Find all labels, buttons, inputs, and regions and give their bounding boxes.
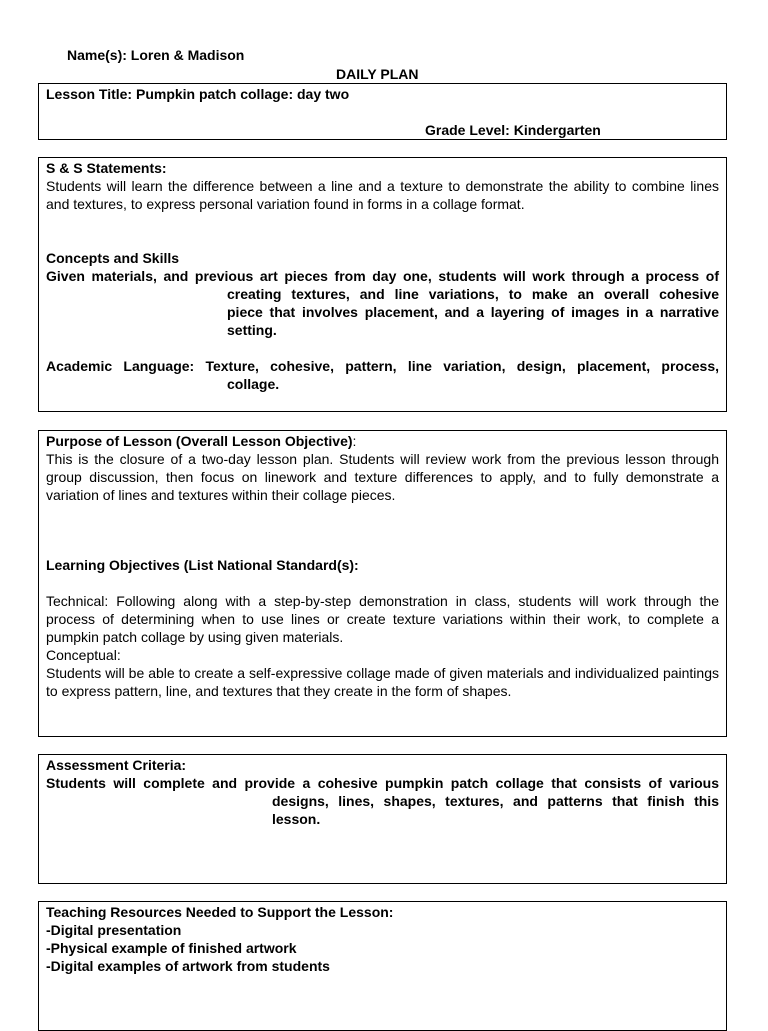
resource-item: -Physical example of finished artwork: [46, 940, 297, 956]
assessment-heading: Assessment Criteria:: [46, 757, 187, 773]
assessment-text: [46, 774, 719, 828]
technical-objective: Technical: Following along with a step-by-step demonstration in class, students will work through the process of determining when to use lines or create texture variations within their work, to complete a pumpkin patch collage by using given materials.: [46, 593, 719, 645]
academic-language: [46, 357, 719, 393]
purpose-text: This is the closure of a two-day lesson plan. Students will review work from the previous lesson through group discussion, then focus on linework and texture differences to apply, and to fully demonstrate a variation of lines and textures within their collage pieces.: [46, 451, 719, 503]
purpose-heading-colon: :: [352, 433, 357, 449]
concepts-line: setting.: [227, 322, 277, 338]
assessment-line: lesson.: [272, 811, 321, 827]
names-line: Name(s): Loren & Madison: [67, 47, 245, 63]
concepts-line: Given materials, and previous art pieces from day one, students will work through a process of: [46, 268, 719, 284]
assessment-box: [38, 754, 727, 884]
concepts-heading: Concepts and Skills: [46, 250, 180, 266]
conceptual-objective: Students will be able to create a self-expressive collage made of given materials and individualized paintings to express pattern, line, and textures that they create in the form of shapes.: [46, 665, 719, 699]
document-title: DAILY PLAN: [336, 66, 419, 82]
lesson-title-box: [38, 83, 727, 140]
ss-statements-box: [38, 157, 727, 412]
resource-item: -Digital examples of artwork from students: [46, 958, 330, 974]
ss-text: Students will learn the difference between a line and a texture to demonstrate the ability to combine lines and textures, to express personal variation found in forms in a collage format.: [46, 178, 719, 212]
ss-heading: S & S Statements:: [46, 160, 167, 176]
academic-line: Academic Language: Texture, cohesive, pattern, line variation, design, placement, process,: [46, 358, 719, 374]
assessment-line: designs, lines, shapes, textures, and patterns that finish this: [272, 793, 719, 809]
grade-level: Grade Level: Kindergarten: [425, 122, 601, 138]
assessment-line: Students will complete and provide a cohesive pumpkin patch collage that consists of various: [46, 775, 719, 791]
purpose-heading-line: [46, 432, 719, 450]
lesson-title: Lesson Title: Pumpkin patch collage: day two: [46, 86, 350, 102]
purpose-heading: Purpose of Lesson (Overall Lesson Objective): [46, 433, 353, 449]
resources-heading: Teaching Resources Needed to Support the Lesson:: [46, 904, 394, 920]
purpose-box: [38, 430, 727, 737]
resource-item: -Digital presentation: [46, 922, 182, 938]
academic-line: collage.: [227, 376, 280, 392]
concepts-line: creating textures, and line variations, to make an overall cohesive: [227, 286, 719, 302]
objectives-heading: Learning Objectives (List National Standard(s):: [46, 557, 359, 573]
resources-box: [38, 901, 727, 1031]
conceptual-label: Conceptual:: [46, 647, 121, 663]
concepts-line: piece that involves placement, and a layering of images in a narrative: [227, 304, 719, 320]
concepts-text: [46, 267, 719, 339]
